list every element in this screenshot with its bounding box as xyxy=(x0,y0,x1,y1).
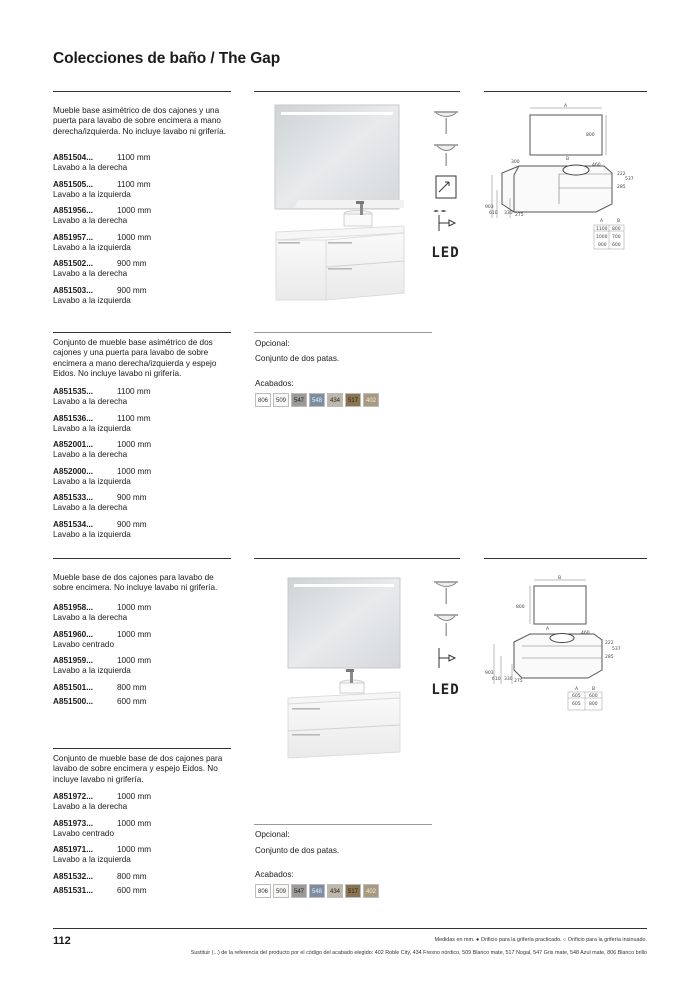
technical-drawing-1 xyxy=(484,100,647,250)
product-note: Lavabo a la izquierda xyxy=(53,530,131,539)
product-size: 600 mm xyxy=(117,886,147,896)
table-cell: 800 xyxy=(612,227,621,232)
dim-label: 285 xyxy=(605,655,614,660)
divider xyxy=(484,558,647,559)
svg-text:◄► ◄►: ◄► ◄► xyxy=(432,207,447,213)
product-item xyxy=(53,819,151,839)
finish-swatch-402: 402 xyxy=(363,393,379,407)
table-cell: 605 xyxy=(572,694,581,699)
dim-label: 610 xyxy=(492,677,501,682)
wall-hung-basin-icon xyxy=(429,574,462,607)
product-item xyxy=(53,259,147,279)
table-cell: 800 xyxy=(589,702,598,707)
divider xyxy=(254,558,460,559)
hole-marked-note: Orificio para la grifería insinuado. xyxy=(567,937,647,943)
product-code: A851973... xyxy=(53,818,94,828)
product-size: 1000 mm xyxy=(117,603,152,612)
product-note: Lavabo a la derecha xyxy=(53,613,128,622)
wall-hung-basin-icon xyxy=(429,104,462,137)
dim-label: 800 xyxy=(516,605,525,610)
product-size: 1000 mm xyxy=(117,656,152,666)
dim-label: B xyxy=(558,576,562,581)
soft-close-drawer-icon xyxy=(429,170,462,203)
table-header: B xyxy=(617,219,621,224)
divider xyxy=(254,824,432,825)
finish-swatch-806: 806 xyxy=(255,884,271,898)
dim-label: 903 xyxy=(485,671,494,676)
dim-label: 222 xyxy=(605,641,614,646)
hollow-dot-icon: ○ xyxy=(563,937,567,943)
product-item xyxy=(53,233,151,253)
product-code: A851532... xyxy=(53,871,94,881)
product-size: 1000 mm xyxy=(117,845,152,855)
table-header: A xyxy=(600,219,604,224)
product-note: Lavabo a la derecha xyxy=(53,397,128,406)
finish-swatch-548: 548 xyxy=(309,884,325,898)
divider xyxy=(53,91,231,92)
divider xyxy=(254,332,432,333)
divider xyxy=(53,558,231,559)
product-note: Lavabo a la derecha xyxy=(53,163,128,172)
finish-swatch-434: 434 xyxy=(327,884,343,898)
section1-description: Mueble base asimétrico de dos cajones y una puerta para lavabo de sobre encimera a mano derecha/izquierda. No incluye lavabo ni grifería. xyxy=(53,106,226,136)
product-size: 1100 mm xyxy=(117,153,151,162)
product-note: Lavabo a la derecha xyxy=(53,216,128,226)
product-code: A851503... xyxy=(53,286,94,295)
product-note: Lavabo a la izquierda xyxy=(53,189,131,199)
product-item xyxy=(53,467,151,487)
product-photo-two-drawer-vanity xyxy=(280,570,410,770)
section4-description: Conjunto de mueble base de dos cajones para lavabo de sobre encimera y espejo Eidos. No incluye lavabo ni grifería. xyxy=(53,754,223,784)
product-note: Lavabo a la derecha xyxy=(53,269,128,279)
divider xyxy=(484,91,647,92)
table-header: A xyxy=(575,687,579,692)
countertop-basin-icon xyxy=(429,137,462,170)
finish-swatch-517: 517 xyxy=(345,393,361,407)
product-item xyxy=(53,180,151,200)
product-item xyxy=(53,440,151,460)
table-cell: 900 xyxy=(598,243,607,248)
led-icon: LED xyxy=(431,681,460,698)
product-note: Lavabo a la izquierda xyxy=(53,666,131,676)
section3-description: Mueble base de dos cajones para lavabo de sobre encimera. No incluye lavabo ni grifería. xyxy=(53,573,218,593)
product-item xyxy=(53,683,147,693)
product-photo-asymmetric-vanity xyxy=(254,100,426,306)
page-title: Colecciones de baño / The Gap xyxy=(53,50,281,67)
product-code: A851971... xyxy=(53,845,94,855)
dim-label: A xyxy=(564,104,568,109)
product-size: 800 mm xyxy=(117,682,147,692)
product-note: Lavabo a la izquierda xyxy=(53,855,131,865)
product-code: A851505... xyxy=(53,179,94,189)
product-code: A852000... xyxy=(53,466,94,476)
finish-swatch-517: 517 xyxy=(345,884,361,898)
push-open-icon xyxy=(429,203,462,236)
feature-icons xyxy=(429,574,462,706)
product-code: A851531... xyxy=(53,886,94,896)
product-size: 1100 mm xyxy=(117,179,151,189)
product-size: 900 mm xyxy=(117,520,147,529)
finish-swatch-402: 402 xyxy=(363,884,379,898)
product-code: A851958... xyxy=(53,603,94,612)
product-size: 900 mm xyxy=(117,493,147,503)
dim-label: 903 xyxy=(485,205,494,210)
dim-label: 610 xyxy=(489,211,498,216)
dim-label: 460 xyxy=(592,163,601,168)
filled-dot-icon: ● xyxy=(475,937,480,943)
dim-label: 537 xyxy=(612,647,621,652)
product-size: 1100 mm xyxy=(117,387,151,396)
product-item xyxy=(53,153,151,173)
dim-label: 275 xyxy=(515,213,524,218)
product-size: 900 mm xyxy=(117,259,147,269)
led-icon: LED xyxy=(431,244,460,261)
product-code: A851957... xyxy=(53,232,94,242)
divider xyxy=(53,332,231,333)
product-size: 1000 mm xyxy=(117,792,152,801)
optional-text: Conjunto de dos patas. xyxy=(255,846,340,855)
finish-swatch-547: 547 xyxy=(291,393,307,407)
product-code: A851533... xyxy=(53,493,94,503)
product-code: A851960... xyxy=(53,629,94,639)
dim-label: 300 xyxy=(511,160,520,165)
product-note: Lavabo a la izquierda xyxy=(53,423,131,433)
dim-label: 330 xyxy=(504,211,513,216)
dim-label: 275 xyxy=(514,679,523,684)
product-note: Lavabo a la izquierda xyxy=(53,242,131,252)
product-code: A851972... xyxy=(53,792,94,801)
dim-label: 537 xyxy=(625,177,634,182)
push-open-icon xyxy=(429,640,462,673)
dim-label: 460 xyxy=(581,631,590,636)
product-size: 900 mm xyxy=(117,286,147,295)
product-code: A851504... xyxy=(53,153,94,162)
table-header: B xyxy=(592,687,596,692)
table-cell: 605 xyxy=(572,702,581,707)
dim-label: 800 xyxy=(586,133,595,138)
product-item xyxy=(53,630,151,650)
table-cell: 1000 xyxy=(596,235,608,240)
product-note: Lavabo centrado xyxy=(53,828,114,838)
product-size: 1100 mm xyxy=(117,413,151,423)
finishes-label: Acabados: xyxy=(255,379,294,388)
product-code: A851956... xyxy=(53,206,94,216)
optional-text: Conjunto de dos patas. xyxy=(255,354,340,363)
product-item xyxy=(53,493,147,513)
divider xyxy=(254,91,460,92)
product-code: A851500... xyxy=(53,697,94,707)
dim-label: B xyxy=(566,157,570,162)
product-size: 1000 mm xyxy=(117,818,152,828)
product-note: Lavabo a la izquierda xyxy=(53,296,131,305)
table-cell: 1100 xyxy=(596,227,608,232)
finish-swatches xyxy=(255,393,379,407)
optional-label: Opcional: xyxy=(255,830,290,839)
finish-swatch-547: 547 xyxy=(291,884,307,898)
finish-swatch-434: 434 xyxy=(327,393,343,407)
optional-label: Opcional: xyxy=(255,339,290,348)
dim-label: A xyxy=(546,627,550,632)
product-item xyxy=(53,414,151,434)
section2-description: Conjunto de mueble base asimétrico de dos cajones y una puerta para lavabo de sobre encimera a mano derecha/izquierda y espejo Eidos. No incluye lavabo ni grifería. xyxy=(53,338,217,379)
dim-label: 285 xyxy=(617,185,626,190)
product-note: Lavabo a la derecha xyxy=(53,802,128,811)
product-code: A851535... xyxy=(53,387,94,396)
finish-swatch-806: 806 xyxy=(255,393,271,407)
measures-note: Medidas en mm. xyxy=(434,937,475,943)
product-note: Lavabo a la derecha xyxy=(53,450,128,460)
product-item xyxy=(53,520,147,540)
product-size: 1000 mm xyxy=(117,440,152,450)
product-item xyxy=(53,792,151,812)
finish-swatches xyxy=(255,884,379,898)
product-code: A851536... xyxy=(53,413,94,423)
countertop-basin-icon xyxy=(429,607,462,640)
product-item xyxy=(53,872,147,882)
product-code: A852001... xyxy=(53,440,94,450)
product-item xyxy=(53,886,147,896)
product-code: A851959... xyxy=(53,656,94,666)
finish-code-note: Sustituir (...) de la referencia del producto por el código del acabado elegido: 402 Roble City, 434 Fresno nórdico, 509 Blanco mate, 517 Nogal, 547 Gris mate, 548 Azul mate, 806 Blanco brillo xyxy=(190,950,647,956)
product-note: Lavabo a la derecha xyxy=(53,503,128,513)
product-note: Lavabo a la izquierda xyxy=(53,476,131,486)
product-size: 600 mm xyxy=(117,697,147,707)
footer-legend xyxy=(435,937,647,943)
product-code: A851534... xyxy=(53,520,94,529)
product-item xyxy=(53,697,147,707)
product-item xyxy=(53,656,151,676)
product-code: A851502... xyxy=(53,259,94,269)
feature-icons xyxy=(429,104,462,269)
product-size: 800 mm xyxy=(117,871,147,881)
dim-label: 330 xyxy=(504,677,513,682)
product-size: 1000 mm xyxy=(117,629,152,639)
table-cell: 600 xyxy=(612,243,621,248)
product-note: Lavabo centrado xyxy=(53,639,114,649)
product-item xyxy=(53,286,147,306)
finish-swatch-548: 548 xyxy=(309,393,325,407)
product-code: A851501... xyxy=(53,682,94,692)
hole-drilled-note: Orificio para la grifería practicado. xyxy=(480,937,562,943)
product-item xyxy=(53,845,151,865)
product-size: 1000 mm xyxy=(117,206,152,216)
table-cell: 700 xyxy=(612,235,621,240)
product-item xyxy=(53,603,151,623)
footer-divider xyxy=(53,928,647,929)
technical-drawing-2 xyxy=(484,572,647,712)
page-number: 112 xyxy=(53,935,71,947)
finish-swatch-509: 509 xyxy=(273,393,289,407)
finish-swatch-509: 509 xyxy=(273,884,289,898)
product-item xyxy=(53,387,151,407)
product-size: 1000 mm xyxy=(117,232,152,242)
finishes-label: Acabados: xyxy=(255,870,294,879)
table-cell: 600 xyxy=(589,694,598,699)
divider xyxy=(53,748,231,749)
dim-label: 222 xyxy=(617,172,626,177)
product-size: 1000 mm xyxy=(117,466,152,476)
product-item xyxy=(53,206,151,226)
